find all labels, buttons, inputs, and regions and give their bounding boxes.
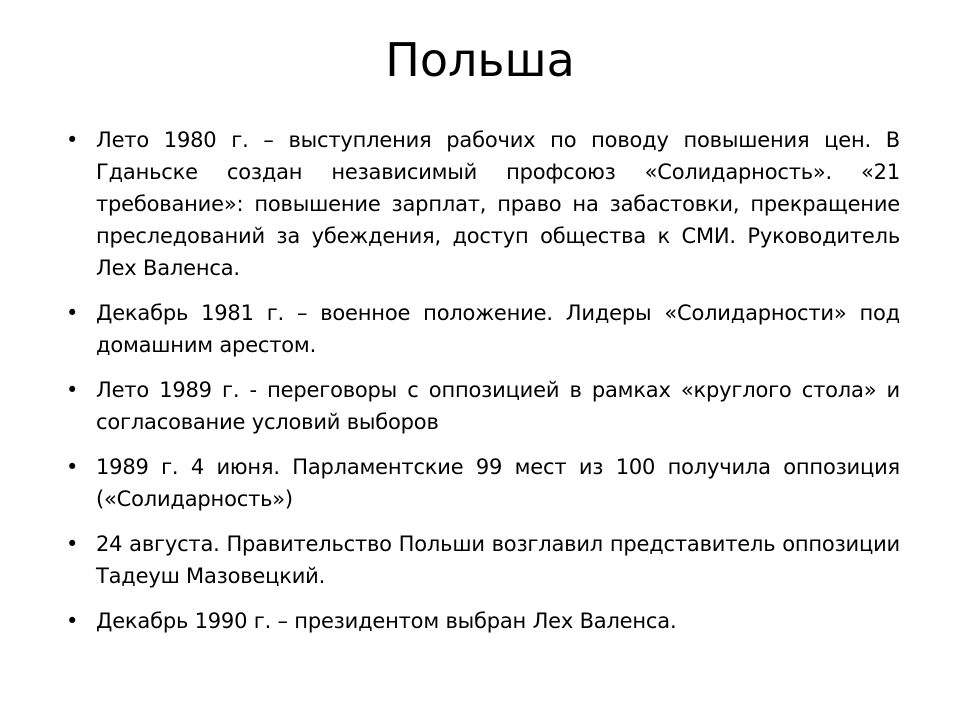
bullet-dot-icon: • [66, 128, 79, 152]
bullet-item [66, 297, 900, 361]
bullet-dot-icon: • [66, 378, 79, 402]
slide-title: Польша [385, 33, 575, 87]
bullet-list [66, 124, 900, 650]
bullet-item [66, 528, 900, 592]
bullet-dot-icon: • [66, 301, 79, 325]
bullet-text: Декабрь 1990 г. – президентом выбран Лех Валенса. [96, 609, 677, 633]
bullet-text: Декабрь 1981 г. – военное положение. Лидеры «Солидарности» под домашним арестом. [96, 301, 900, 357]
bullet-text: Лето 1989 г. - переговоры с оппозицией в рамках «круглого стола» и согласование условий выборов [96, 378, 900, 434]
bullet-item [66, 374, 900, 438]
bullet-text: Лето 1980 г. – выступления рабочих по поводу повышения цен. В Гданьске создан независимый профсоюз «Солидарность». «21 требование»: повышение зарплат, право на забастовки, прекращение преследований за убеждения, доступ общества к СМИ. Руководитель Лех Валенса. [96, 128, 900, 280]
bullet-item [66, 451, 900, 515]
bullet-item [66, 605, 900, 637]
bullet-item [66, 124, 900, 284]
bullet-text: 1989 г. 4 июня. Парламентские 99 мест из 100 получила оппозиция («Солидарность») [96, 455, 900, 511]
bullet-text: 24 августа. Правительство Польши возглавил представитель оппозиции Тадеуш Мазовецкий. [96, 532, 900, 588]
bullet-dot-icon: • [66, 532, 79, 556]
bullet-dot-icon: • [66, 609, 79, 633]
bullet-dot-icon: • [66, 455, 79, 479]
